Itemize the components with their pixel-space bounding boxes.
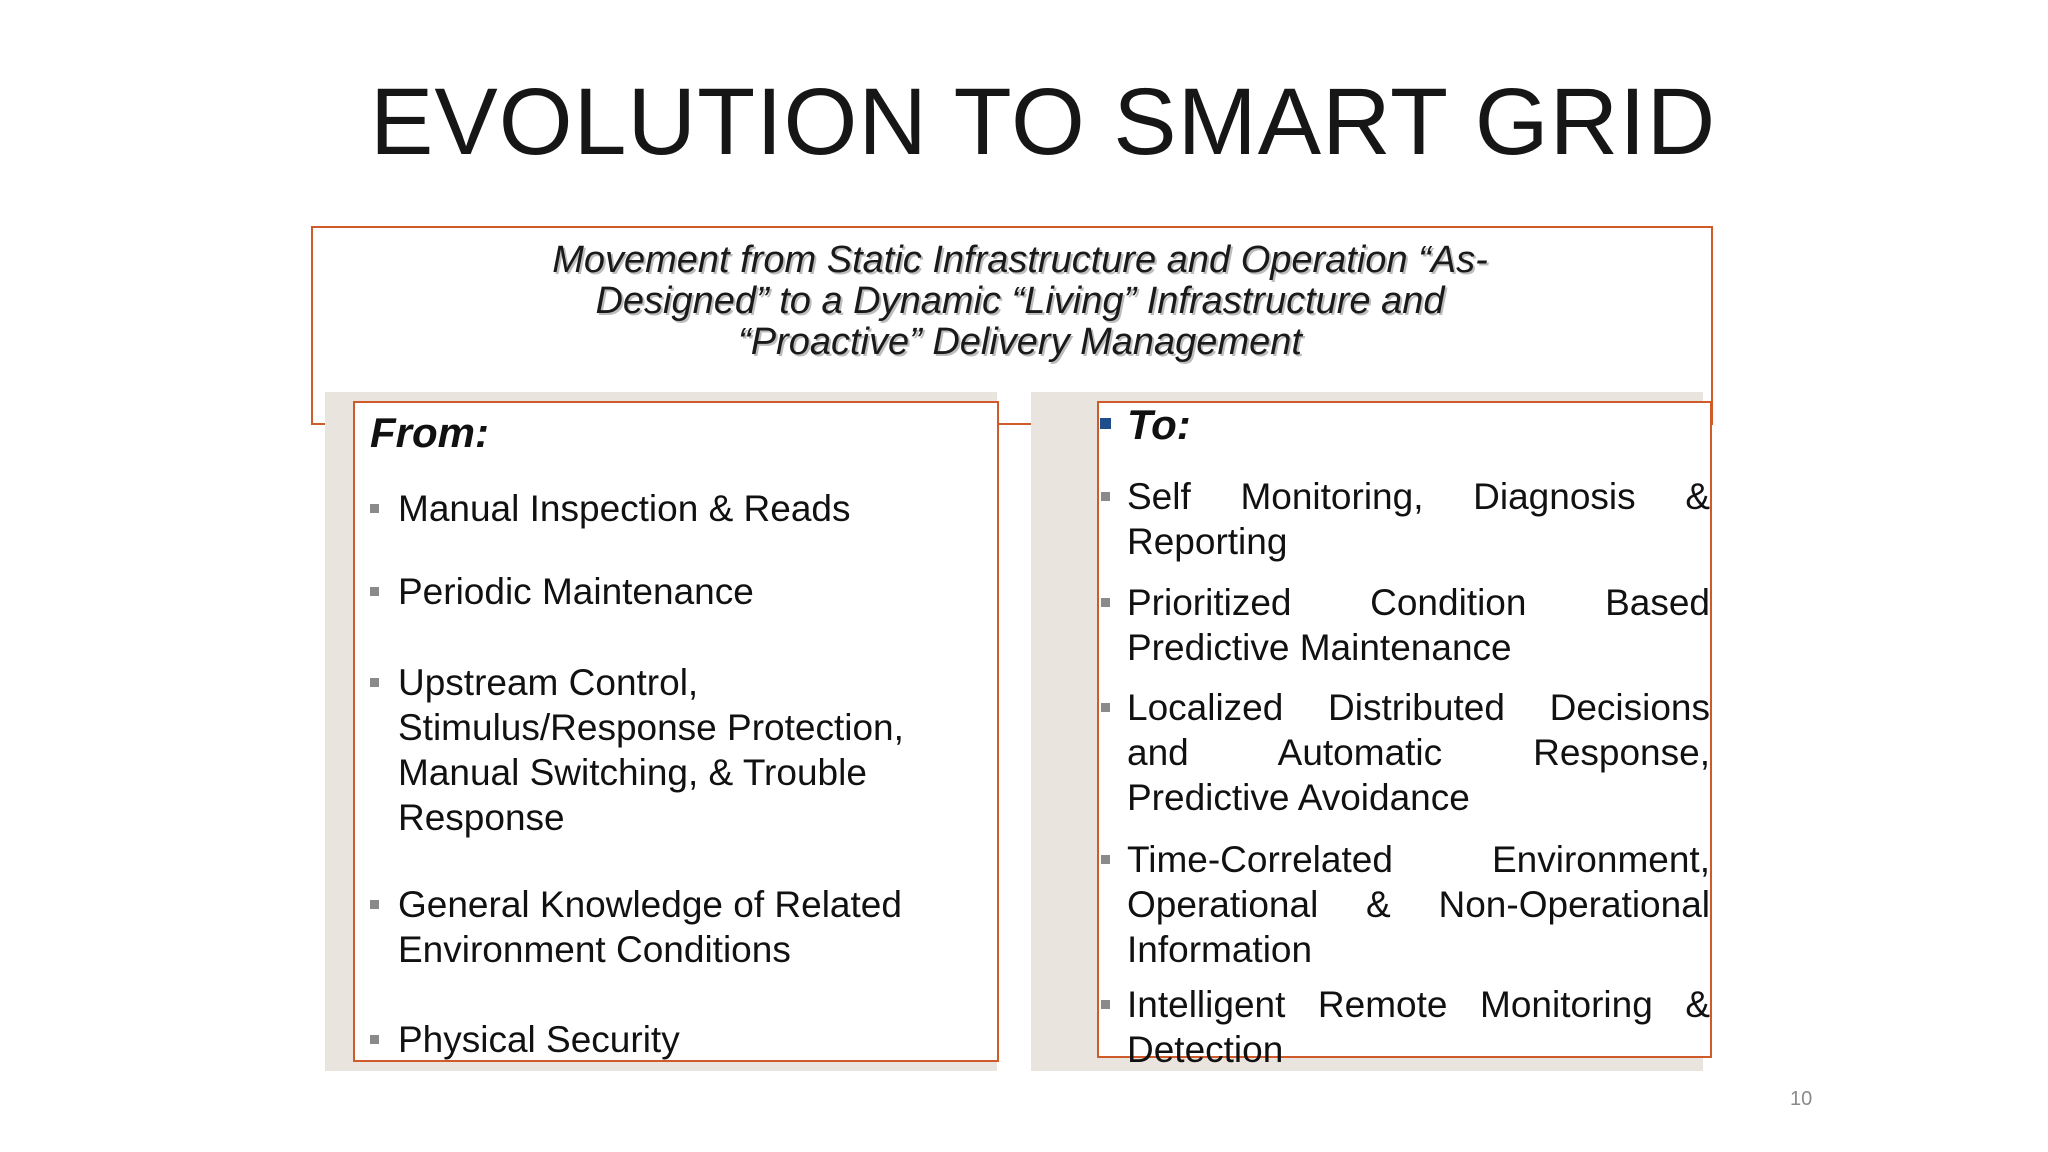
slide-title: EVOLUTION TO SMART GRID: [370, 69, 1717, 175]
to-item-text: Self Monitoring, Diagnosis & Reporting: [1127, 476, 1710, 562]
to-item-text: Prioritized Condition Based Predictive Maintenance: [1127, 582, 1710, 668]
square-bullet-icon: [1100, 418, 1111, 429]
from-item: [398, 660, 943, 840]
to-heading-label: To:: [1127, 401, 1191, 448]
square-bullet-icon: [370, 504, 379, 513]
to-item: [1127, 580, 1710, 670]
to-item: [1127, 982, 1710, 1072]
to-item-text: Localized Distributed Decisions and Automatic Response, Predictive Avoidance: [1127, 687, 1710, 818]
to-item: [1127, 474, 1710, 564]
subtitle-line: Movement from Static Infrastructure and Operation “As-: [552, 239, 1488, 281]
from-item: [398, 569, 958, 614]
to-heading: [1100, 400, 1191, 450]
to-item: [1127, 685, 1710, 820]
page-number: 10: [1790, 1088, 1813, 1110]
from-item-text: Upstream Control, Stimulus/Response Protection, Manual Switching, & Trouble Response: [398, 662, 904, 838]
subtitle-text: [500, 240, 1540, 363]
to-item: [1127, 837, 1710, 972]
square-bullet-icon: [370, 678, 379, 687]
square-bullet-icon: [370, 900, 379, 909]
from-item: [398, 1017, 958, 1062]
subtitle-line: “Proactive” Delivery Management: [738, 321, 1302, 363]
from-item-text: Physical Security: [398, 1019, 680, 1060]
from-item-text: Manual Inspection & Reads: [398, 488, 851, 529]
square-bullet-icon: [1101, 855, 1110, 864]
from-item-text: General Knowledge of Related Environment Conditions: [398, 884, 902, 970]
square-bullet-icon: [370, 587, 379, 596]
square-bullet-icon: [1101, 492, 1110, 501]
to-item-text: Time-Correlated Environment, Operational & Non-Operational Information: [1127, 839, 1710, 970]
square-bullet-icon: [370, 1035, 379, 1044]
from-item-text: Periodic Maintenance: [398, 571, 754, 612]
square-bullet-icon: [1101, 703, 1110, 712]
subtitle-line: Designed” to a Dynamic “Living” Infrastructure and: [595, 280, 1445, 322]
from-item: [398, 486, 958, 531]
from-item: [398, 882, 938, 972]
square-bullet-icon: [1101, 598, 1110, 607]
to-item-text: Intelligent Remote Monitoring & Detection: [1127, 984, 1710, 1070]
from-heading: From:: [370, 409, 489, 456]
square-bullet-icon: [1101, 1000, 1110, 1009]
